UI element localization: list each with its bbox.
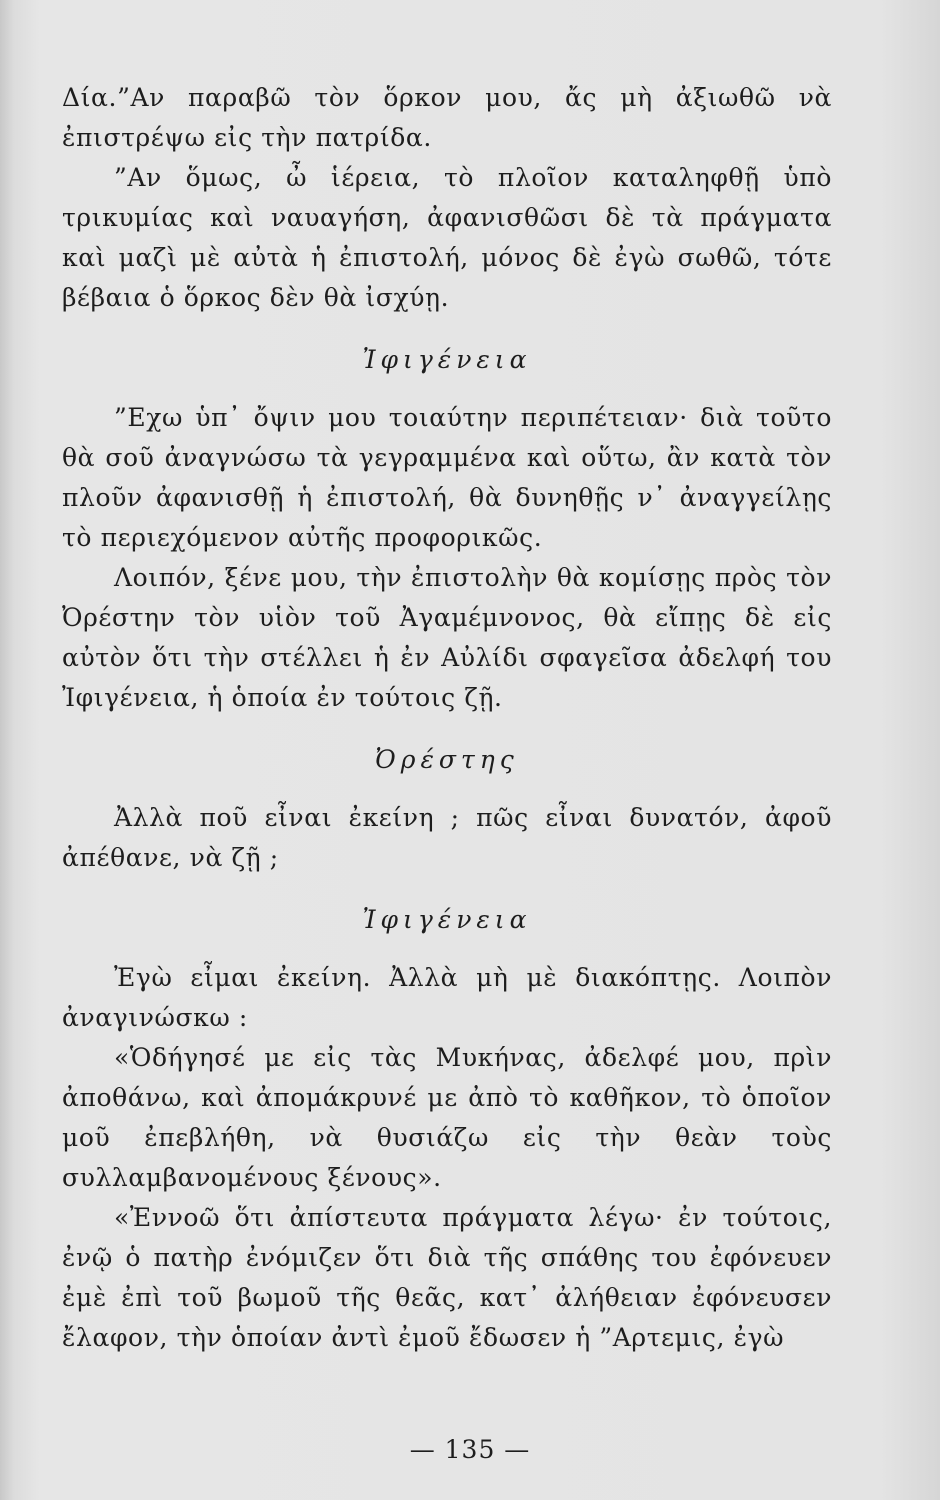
paragraph: ”Εχω ὑπ᾽ ὄψιν μου τοιαύτην περιπέτειαν· διὰ τοῦτο θὰ σοῦ ἀναγνώσω τὰ γεγραμμένα καὶ οὕτω, ἂν κατὰ τὸν πλοῦν ἀφανισθῇ ἡ ἐπιστολή, θὰ δυνηθῇς ν᾽ ἀναγγείλῃς τὸ περιεχόμενον αὐτῆς προφορικῶς. bbox=[62, 403, 832, 552]
paragraph: Λοιπόν, ξένε μου, τὴν ἐπιστολὴν θὰ κομίσῃς πρὸς τὸν Ὀρέστην τὸν υἱὸν τοῦ Ἀγαμέμνονος, θὰ εἴπῃς δὲ εἰς αὐτὸν ὅτι τὴν στέλλει ἡ ἐν Αὐλίδι σφαγεῖσα ἀδελφή του Ἰφιγένεια, ἡ ὁποία ἐν τούτοις ζῇ. bbox=[62, 563, 832, 712]
paragraph-letter-quote: «Ἐννοῶ ὅτι ἀπίστευτα πράγματα λέγω· ἐν τούτοις, ἐνῷ ὁ πατὴρ ἐνόμιζεν ὅτι διὰ τῆς σπάθης του ἐφόνευεν ἐμὲ ἐπὶ τοῦ βωμοῦ τῆς θεᾶς, κατ᾽ ἀλήθειαν ἐφόνευσεν ἔλαφον, τὴν ὁποίαν ἀντὶ ἐμοῦ ἔδωσεν ἡ ”Αρτεμις, ἐγὼ bbox=[62, 1203, 832, 1352]
page-text bbox=[62, 78, 832, 1358]
paragraph-oath: Δία.”Αν παραβῶ τὸν ὅρκον μου, ἄς μὴ ἀξιωθῶ νὰ ἐπιστρέψω εἰς τὴν πατρίδα. bbox=[62, 83, 832, 152]
paragraph-letter-quote: «Ὁδήγησέ με εἰς τὰς Μυκήνας, ἀδελφέ μου, πρὶν ἀποθάνω, καὶ ἀπομάκρυνέ με ἀπὸ τὸ καθῆκον, τὸ ὁποῖον μοῦ ἐπεβλήθη, νὰ θυσιάζω εἰς τὴν θεὰν τοὺς συλλαμβανομένους ξένους». bbox=[62, 1043, 832, 1192]
paragraph: Ἐγὼ εἶμαι ἐκείνη. Ἀλλὰ μὴ μὲ διακόπτῃς. Λοιπὸν ἀναγινώσκω : bbox=[62, 963, 832, 1032]
speaker-heading: Ἰφιγένεια bbox=[362, 345, 532, 374]
page-number: — 135 — bbox=[409, 1435, 531, 1464]
speaker-heading: Ἰφιγένεια bbox=[362, 905, 532, 934]
paragraph: Ἀλλὰ ποῦ εἶναι ἐκείνη ; πῶς εἶναι δυνατόν, ἀφοῦ ἀπέθανε, νὰ ζῇ ; bbox=[62, 803, 832, 872]
paragraph-shipwreck: ”Αν ὅμως, ὦ ἱέρεια, τὸ πλοῖον καταληφθῇ ὑπὸ τρικυμίας καὶ ναυαγήση, ἀφανισθῶσι δὲ τὰ πράγματα καὶ μαζὶ μὲ αὐτὰ ἡ ἐπιστολή, μόνος δὲ ἐγὼ σωθῶ, τότε βέβαια ὁ ὅρκος δὲν θὰ ἰσχύῃ. bbox=[62, 163, 832, 312]
speaker-heading: Ὀρέστης bbox=[375, 745, 519, 774]
